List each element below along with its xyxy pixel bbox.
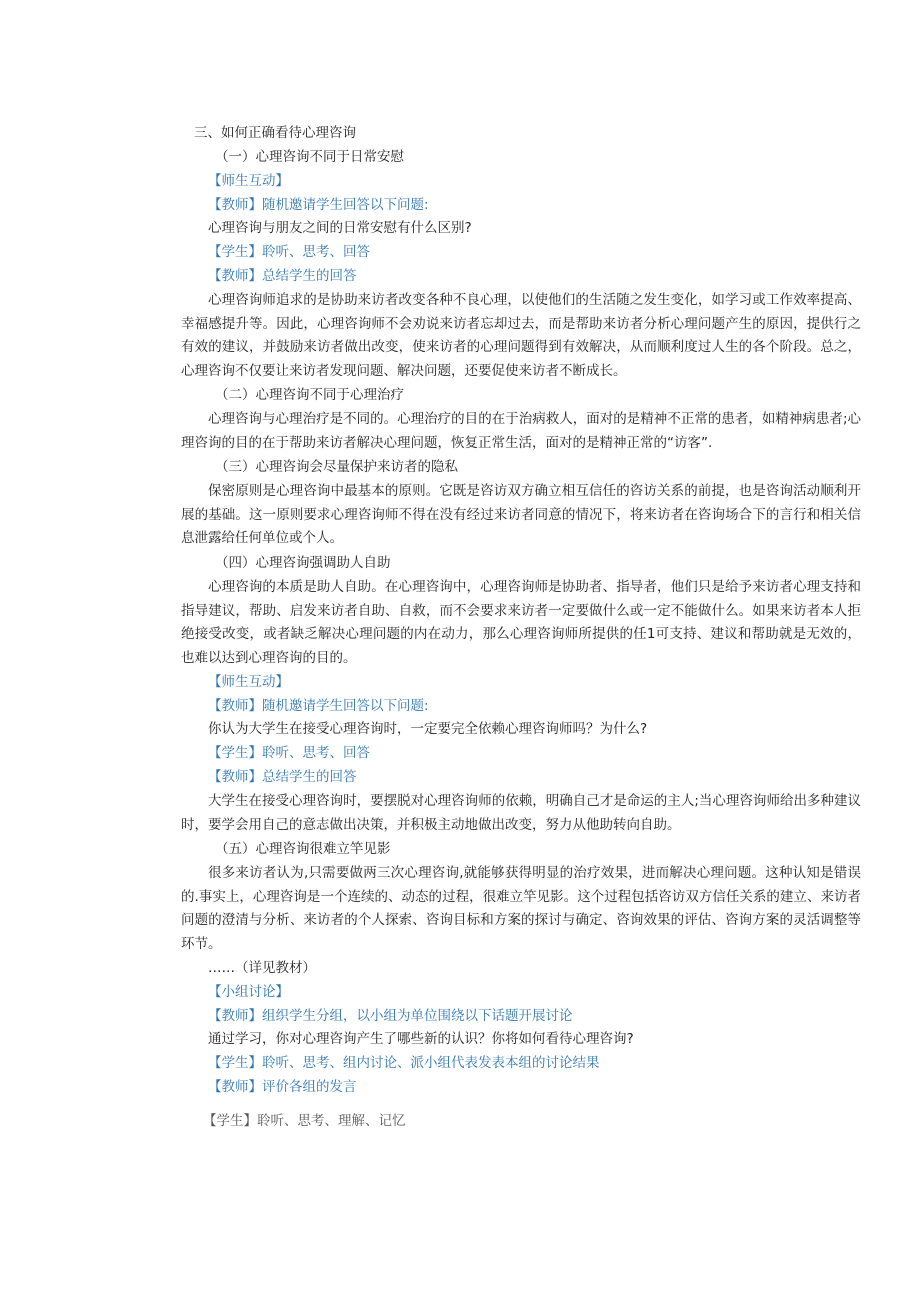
subsection-5-heading: （五）心理咨询很难立竿见影: [215, 841, 391, 857]
subsection-2-heading: （二）心理咨询不同于心理治疗: [215, 387, 404, 403]
interaction-2-teacher-summary: 【教师】总结学生的回答: [208, 769, 357, 785]
paragraph-daily-comfort: 心理咨询师追求的是协助来访者改变各种不良心理，以使他们的生活随之发生变化，如学习或工作效率提高、幸福感提升等。因此，心理咨询师不会劝说来访者忘却过去，而是帮助来访者分析心理问题产生的原因，提供行之有效的建议，并鼓励来访者做出改变，使来访者的心理问题得到有效解决，从而顺利度过人生的各个阶段。总之，心理咨询不仅要让来访者发现问题、解决问题，还要促使来访者不断成长。: [181, 292, 861, 379]
group-discussion-question: 通过学习，你对心理咨询产生了哪些新的认识？你将如何看待心理咨询?: [208, 1031, 634, 1047]
group-discussion-student: 【学生】聆听、思考、组内讨论、派小组代表发表本组的讨论结果: [208, 1055, 600, 1071]
group-discussion-teacher-eval: 【教师】评价各组的发言: [208, 1079, 357, 1095]
paragraph-psychotherapy: 心理咨询与心理治疗是不同的。心理治疗的目的在于治病救人，面对的是精神不正常的患者，如精神病患者;心理咨询的目的在于帮助来访者解决心理问题，恢复正常生活，面对的是精神正常的“访客”.: [181, 411, 861, 451]
interaction-2-teacher-ask: 【教师】随机邀请学生回答以下问题:: [208, 698, 429, 714]
subsection-4-heading: （四）心理咨询强调助人自助: [215, 555, 391, 571]
group-discussion-teacher-organize: 【教师】组织学生分组，以小组为单位围绕以下话题开展讨论: [208, 1008, 573, 1024]
paragraph-independence: 大学生在接受心理咨询时，要摆脱对心理咨询师的依赖，明确自己才是命运的主人;当心理咨询师给出多种建议时，要学会用自己的意志做出决策，并积极主动地做出改变，努力从他助转向自助。: [181, 793, 861, 833]
interaction-1-teacher-summary: 【教师】总结学生的回答: [208, 268, 357, 284]
section-title: 三、如何正确看待心理咨询: [194, 125, 356, 141]
see-textbook-note: ……（详见教材）: [208, 960, 316, 976]
interaction-1-tag: 【师生互动】: [208, 173, 289, 189]
paragraph-self-help: 心理咨询的本质是助人自助。在心理咨询中，心理咨询师是协助者、指导者，他们只是给予来访者心理支持和指导建议，帮助、启发来访者自助、自救，而不会要求来访者一定要做什么或一定不能做什么。如果来访者本人拒绝接受改变，或者缺乏解决心理问题的内在动力，那么心理咨询师所提供的任1可支持、建议和帮助就是无效的，也难以达到心理咨询的目的。: [181, 579, 861, 666]
subsection-3-heading: （三）心理咨询会尽量保护来访者的隐私: [215, 459, 458, 475]
paragraph-privacy: 保密原则是心理咨询中最基本的原则。它既是咨访双方确立相互信任的咨访关系的前提，也是咨询活动顺利开展的基础。这一原则要求心理咨询师不得在没有经过来访者同意的情况下，将来访者在咨询场合下的言行和相关信息泄露给任何单位或个人。: [181, 483, 861, 546]
group-discussion-tag: 【小组讨论】: [208, 984, 289, 1000]
interaction-2-question: 你认为大学生在接受心理咨询时，一定要完全依赖心理咨询师吗？为什么?: [208, 721, 648, 737]
interaction-1-student: 【学生】聆听、思考、回答: [208, 244, 370, 260]
final-student-response: 【学生】聆听、思考、理解、记忆: [203, 1113, 406, 1129]
interaction-1-teacher-ask: 【教师】随机邀请学生回答以下问题:: [208, 197, 429, 213]
paragraph-not-instant: 很多来访者认为,只需要做两三次心理咨询,就能够获得明显的治疗效果，进而解决心理问题。这种认知是错误的.事实上，心理咨询是一个连续的、动态的过程，很难立竿见影。这个过程包括咨访双方信任关系的建立、来访者问题的澄清与分析、来访者的个人探索、咨询目标和方案的探讨与确定、咨询效果的评估、咨询方案的灵活调整等环节。: [181, 865, 861, 952]
interaction-2-student: 【学生】聆听、思考、回答: [208, 745, 370, 761]
interaction-2-tag: 【师生互动】: [208, 674, 289, 690]
interaction-1-question: 心理咨询与朋友之间的日常安慰有什么区别?: [208, 220, 472, 236]
subsection-1-heading: （一）心理咨询不同于日常安慰: [215, 149, 404, 165]
